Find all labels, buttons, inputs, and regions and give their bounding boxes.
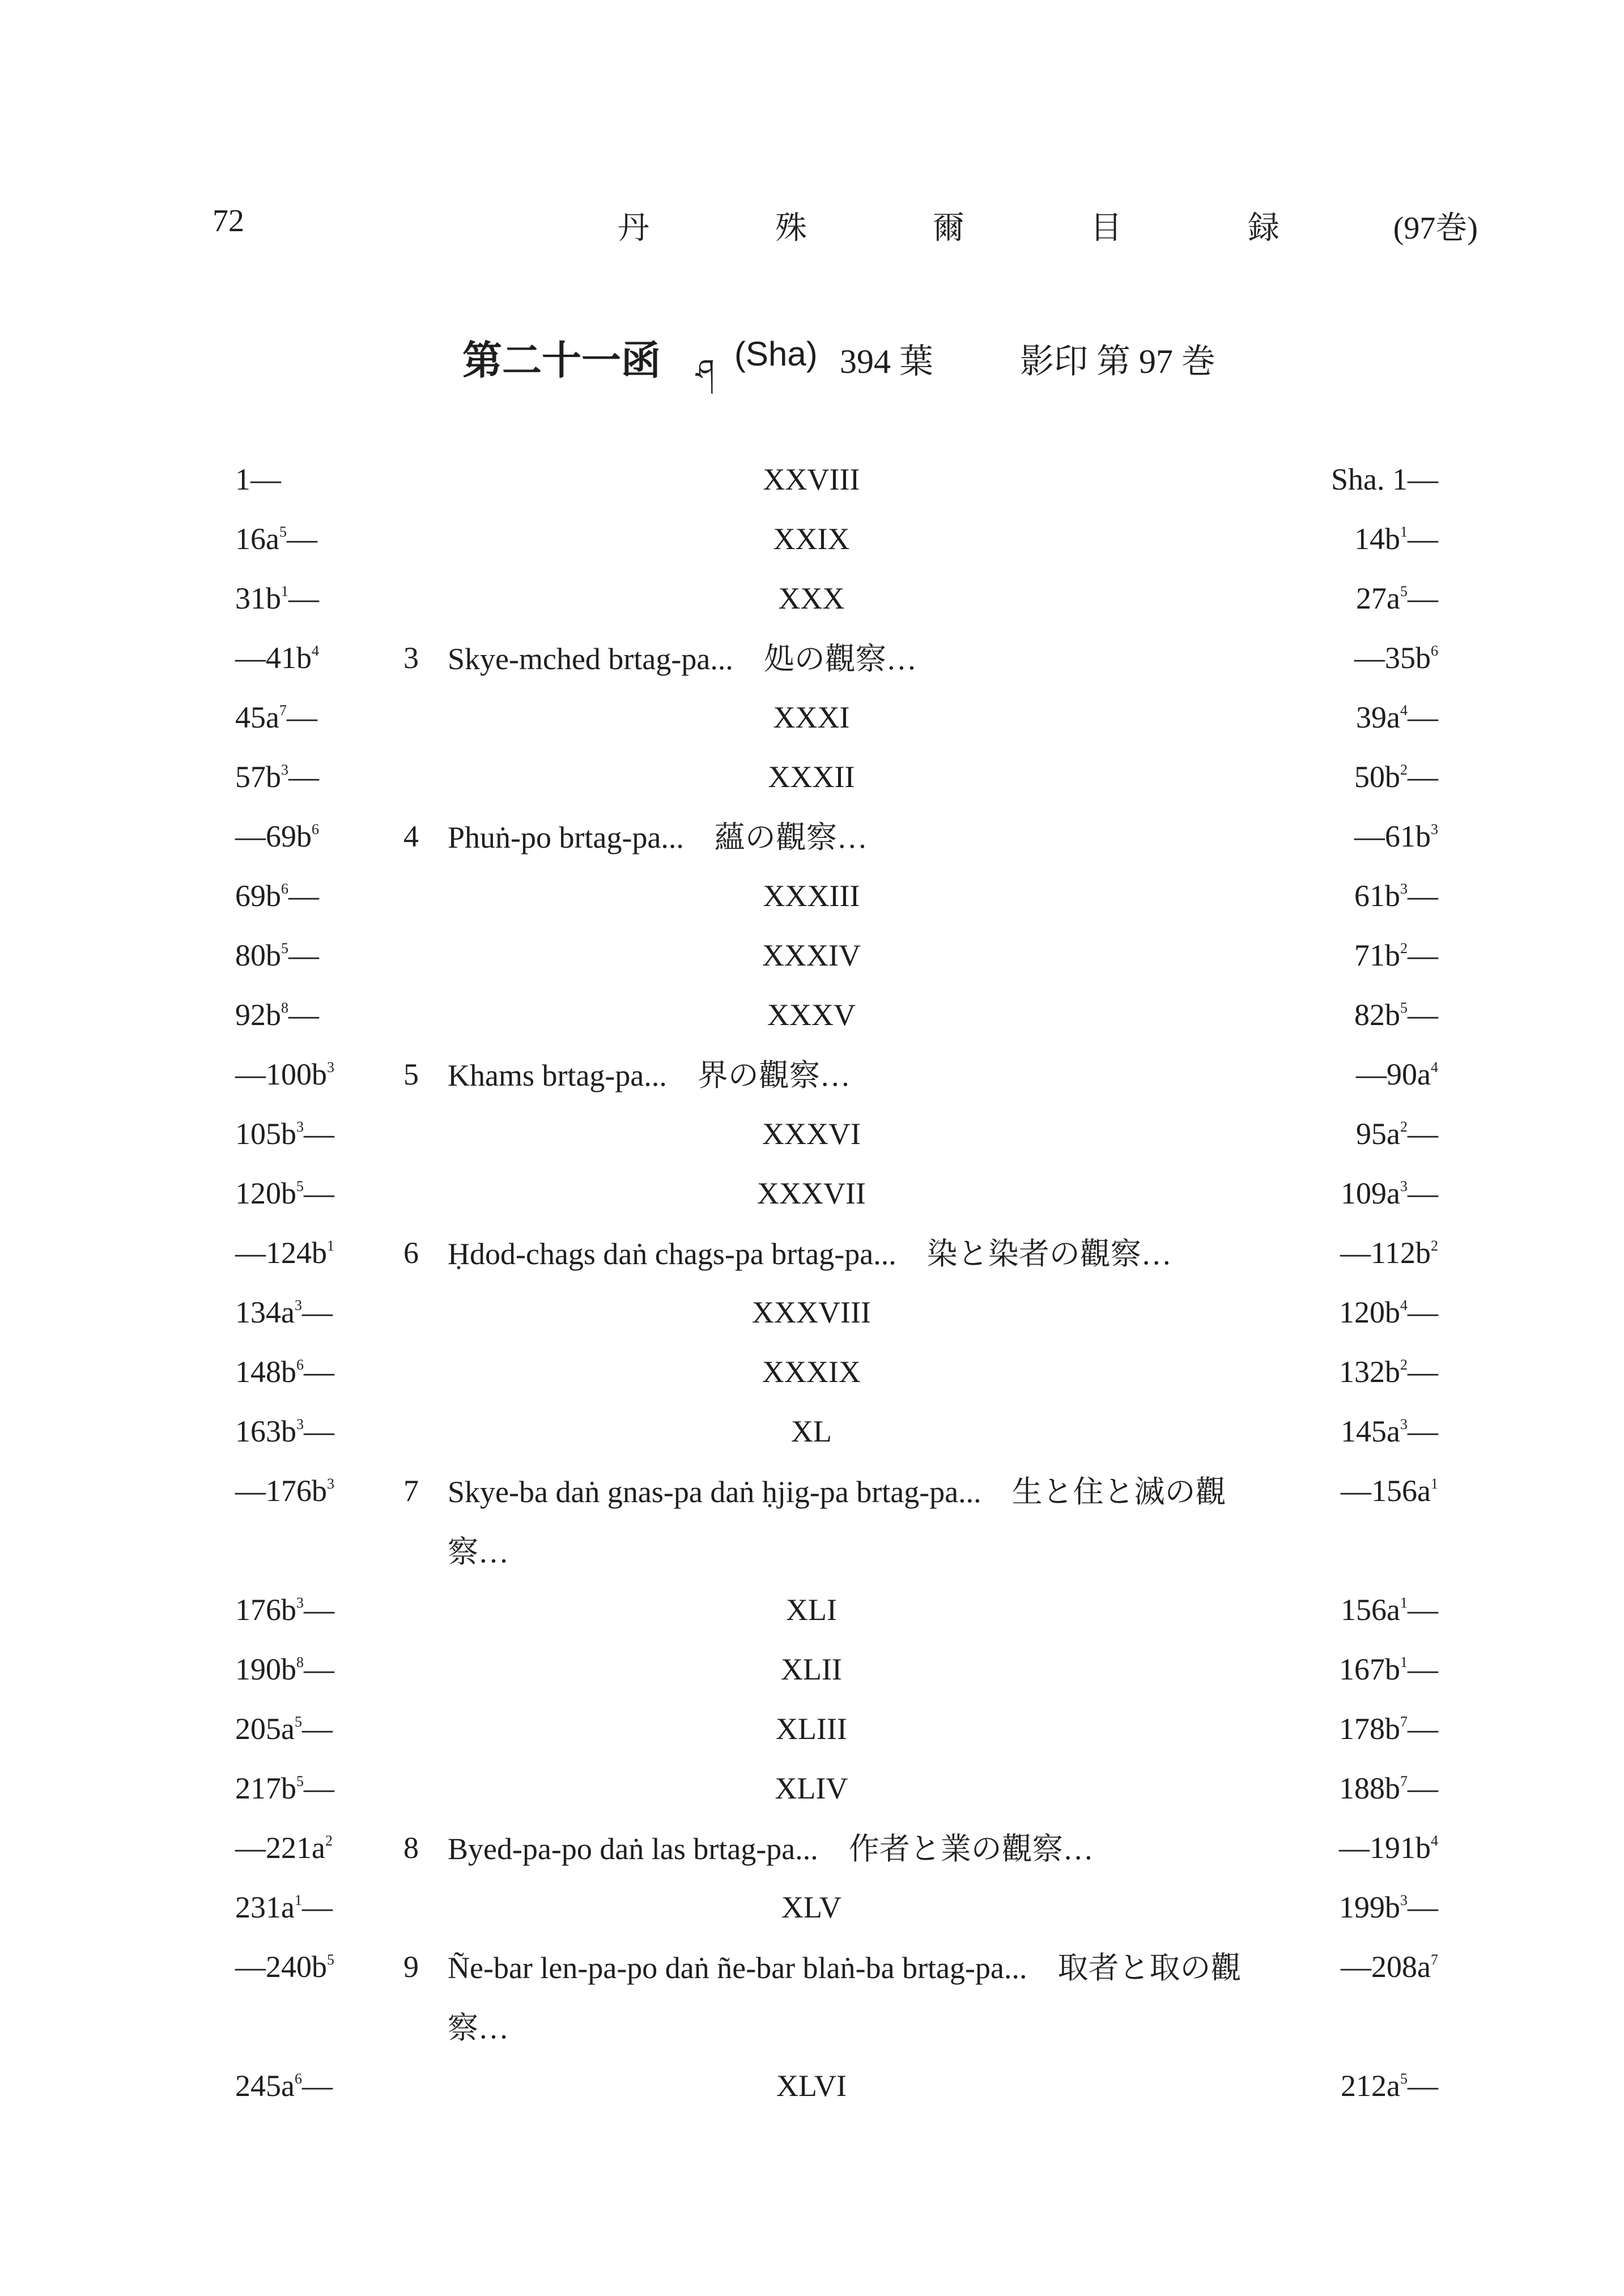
chapter-numeral: XXXVII — [757, 1176, 866, 1210]
table-row — [0, 1652, 1624, 1708]
folio-left: $217b^5—$ — [235, 1771, 334, 1805]
folio-right: Sha. 1— — [1331, 462, 1438, 496]
chapter-numeral: XXXII — [768, 760, 855, 794]
chapter-number: 3 — [403, 641, 419, 675]
folio-left: $—176b^3$ — [235, 1474, 334, 1508]
folio-right: $120b^4—$ — [1339, 1295, 1438, 1329]
chapter-numeral: XLIV — [775, 1771, 848, 1805]
folio-left: $—240b^5$ — [235, 1950, 334, 1984]
table-row — [0, 878, 1624, 935]
folio-right: $199b^3—$ — [1339, 1890, 1438, 1924]
folio-left: $163b^3—$ — [235, 1414, 334, 1448]
chapter-numeral: XLI — [786, 1593, 837, 1627]
folio-right: $—35b^6$ — [1354, 641, 1438, 675]
chapter-title: Skye-mched brtag-pa... 処の觀察… — [448, 642, 917, 676]
chapter-number: 6 — [403, 1236, 419, 1270]
folio-left: $57b^3—$ — [235, 760, 319, 794]
folio-right: $82b^5—$ — [1354, 998, 1438, 1032]
volume-name: 第二十一函 — [462, 339, 661, 383]
page-number: 72 — [212, 203, 244, 239]
folio-right: $—112b^2$ — [1340, 1236, 1438, 1270]
folio-left: $45a^7—$ — [235, 700, 317, 734]
chapter-numeral: XXXVI — [762, 1117, 861, 1151]
chapter-numeral: XXX — [778, 581, 845, 615]
folio-right: $—156a^1$ — [1341, 1474, 1438, 1508]
chapter-numeral: XLVI — [776, 2069, 847, 2103]
chapter-title: Ḥdod-chags daṅ chags-pa brtag-pa... 染と染者の觀察… — [448, 1237, 1172, 1271]
folio-left: $69b^6—$ — [235, 879, 319, 913]
table-row — [0, 700, 1624, 756]
folio-right: $39a^4—$ — [1356, 700, 1438, 734]
folio-left: 1— — [235, 462, 281, 496]
chapter-number: 8 — [403, 1831, 419, 1865]
folio-left: $105b^3—$ — [235, 1117, 334, 1151]
folio-left: $245a^6—$ — [235, 2069, 333, 2103]
folio-left: $190b^8—$ — [235, 1652, 334, 1686]
chapter-number: 9 — [403, 1950, 419, 1984]
table-row — [0, 2068, 1624, 2125]
chapter-number: 5 — [403, 1057, 419, 1091]
chapter-title: Ñe-bar len-pa-po daṅ ñe-bar blaṅ-ba brtag-pa... 取者と取の觀察… — [448, 1951, 1242, 2045]
table-row — [0, 1295, 1624, 1351]
folio-right: $—90a^4$ — [1356, 1057, 1438, 1091]
chapter-numeral: XXXIV — [762, 938, 861, 972]
folio-left: $134a^3—$ — [235, 1295, 333, 1329]
chapter-numeral: XLIII — [776, 1712, 847, 1746]
chapter-numeral: XXIX — [773, 522, 850, 556]
table-row — [0, 1592, 1624, 1649]
chapter-title: Byed-pa-po daṅ las brtag-pa... 作者と業の觀察… — [448, 1832, 1094, 1866]
table-row — [0, 819, 1624, 875]
chapter-numeral: XXXIII — [763, 879, 860, 913]
chapter-numeral: XLV — [781, 1890, 842, 1924]
folio-right: $—191b^4$ — [1339, 1831, 1438, 1865]
folio-right: $50b^2—$ — [1354, 760, 1438, 794]
table-row — [0, 521, 1624, 578]
folio-left: $—41b^4$ — [235, 641, 319, 675]
chapter-number: 4 — [403, 819, 419, 853]
folio-right: $71b^2—$ — [1354, 938, 1438, 972]
folio-left: $—100b^3$ — [235, 1057, 334, 1091]
tibetan-letter: ཤ — [696, 355, 715, 387]
folio-right: $95a^2—$ — [1356, 1117, 1438, 1151]
folio-left: $176b^3—$ — [235, 1593, 334, 1627]
folio-right: $27a^5—$ — [1356, 581, 1438, 615]
folio-right: $145a^3—$ — [1341, 1414, 1438, 1448]
chapter-numeral: XXXV — [767, 998, 856, 1032]
folio-left: $148b^6—$ — [235, 1355, 334, 1389]
folio-right: $—61b^3$ — [1354, 819, 1438, 853]
tibetan-volume-name: (Sha) — [734, 335, 818, 373]
folio-left: $80b^5—$ — [235, 938, 319, 972]
folio-right: $109a^3—$ — [1341, 1176, 1438, 1210]
chapter-title: Khams brtag-pa... 界の觀察… — [448, 1058, 851, 1092]
facsimile-volume: 影印 第 97 巻 — [1020, 343, 1215, 380]
folio-left: $120b^5—$ — [235, 1176, 334, 1210]
table-row — [0, 462, 1624, 518]
folio-left: $205a^5—$ — [235, 1712, 333, 1746]
folio-right: $14b^1—$ — [1354, 522, 1438, 556]
folio-right: $61b^3—$ — [1354, 879, 1438, 913]
folio-right: $167b^1—$ — [1339, 1652, 1438, 1686]
chapter-numeral: XXXI — [773, 700, 850, 734]
table-row — [0, 1473, 1624, 1569]
folio-right: $—208a^7$ — [1341, 1950, 1438, 1984]
table-row — [0, 1949, 1624, 2045]
folio-left: $—221a^2$ — [235, 1831, 333, 1865]
folio-right: $188b^7—$ — [1339, 1771, 1438, 1805]
folio-right: $156a^1—$ — [1341, 1593, 1438, 1627]
folio-right: $178b^7—$ — [1339, 1712, 1438, 1746]
folio-left: $—124b^1$ — [235, 1236, 334, 1270]
leaf-count: 394 葉 — [840, 343, 933, 380]
folio-left: $16a^5—$ — [235, 522, 317, 556]
folio-left: $—69b^6$ — [235, 819, 319, 853]
table-row — [0, 1116, 1624, 1173]
table-row — [0, 1711, 1624, 1768]
table-row — [0, 640, 1624, 697]
folio-right: $212a^5—$ — [1341, 2069, 1438, 2103]
chapter-number: 7 — [403, 1474, 419, 1508]
chapter-numeral: XL — [791, 1414, 832, 1448]
running-title: 丹 殊 爾 目 録 — [618, 211, 1338, 246]
volume-reference: (97巻) — [1393, 211, 1478, 246]
chapter-numeral: XXVIII — [763, 462, 860, 496]
chapter-title: Skye-ba daṅ gnas-pa daṅ ḥjig-pa brtag-pa... 生と住と滅の觀察… — [448, 1475, 1226, 1569]
table-row — [0, 1057, 1624, 1113]
folio-left: $31b^1—$ — [235, 581, 319, 615]
chapter-numeral: XXXVIII — [752, 1295, 871, 1329]
table-row — [0, 1354, 1624, 1411]
chapter-title: Phuṅ-po brtag-pa... 蘊の觀察… — [448, 820, 868, 854]
folio-left: $231a^1—$ — [235, 1890, 333, 1924]
table-row — [0, 1830, 1624, 1887]
folio-left: $92b^8—$ — [235, 998, 319, 1032]
folio-right: $132b^2—$ — [1339, 1355, 1438, 1389]
chapter-numeral: XXXIX — [762, 1355, 861, 1389]
table-row — [0, 1235, 1624, 1292]
table-row — [0, 938, 1624, 994]
chapter-numeral: XLII — [781, 1652, 842, 1686]
